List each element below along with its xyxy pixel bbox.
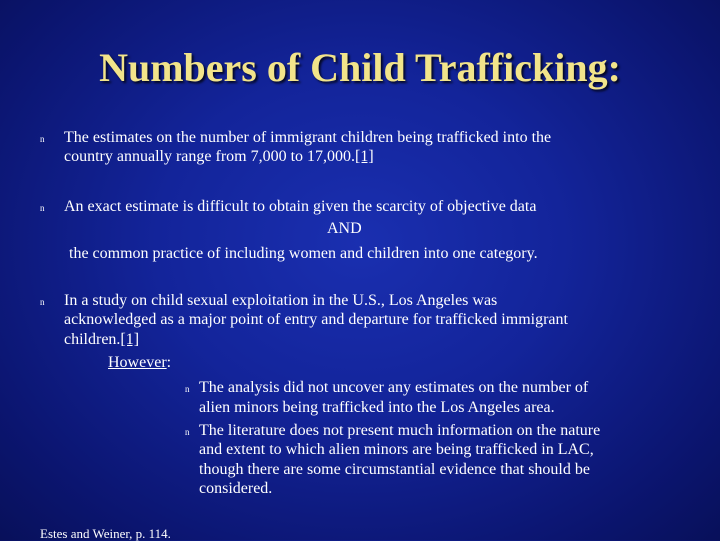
bullet-1-line-2 (64, 148, 374, 166)
however-label (108, 354, 171, 372)
sub-bullet-marker: n (185, 427, 190, 437)
bullet-3-line-1: In a study on child sexual exploitation in the U.S., Los Angeles was (64, 292, 498, 309)
bullet-1-line-1: The estimates on the number of immigrant children being trafficked into the (64, 129, 552, 146)
bullet-3-line-2: acknowledged as a major point of entry and departure for trafficked immigrant (64, 311, 568, 328)
bullet-1-text: country annually range from 7,000 to 17,000. (64, 148, 356, 165)
sub-bullet-2-line-2: and extent to which alien minors are being trafficked in LAC, (199, 441, 594, 458)
bullet-2-line-1: An exact estimate is difficult to obtain given the scarcity of objective data (64, 198, 537, 215)
sub-bullet-2-line-4: considered. (199, 480, 273, 497)
sub-bullet-2-line-1: The literature does not present much information on the nature (199, 422, 601, 439)
sub-bullet-1-line-2: alien minors being trafficked into the Los Angeles area. (199, 399, 555, 416)
bullet-marker: n (40, 297, 45, 307)
however-text: However (108, 354, 167, 371)
reference-link[interactable]: [1] (355, 148, 374, 165)
bullet-2-line-2: AND (327, 220, 362, 237)
footer-citation: Estes and Weiner, p. 114. (40, 526, 171, 541)
slide-title: Numbers of Child Trafficking: (99, 45, 621, 90)
sub-bullet-2-line-3: though there are some circumstantial evidence that should be (199, 461, 590, 478)
sub-bullet-marker: n (185, 384, 190, 394)
bullet-2-line-3: the common practice of including women and children into one category. (69, 245, 538, 262)
bullet-3-line-3 (64, 331, 139, 349)
reference-link[interactable]: [1] (120, 331, 140, 348)
sub-bullet-1-line-1: The analysis did not uncover any estimates on the number of (199, 379, 589, 396)
bullet-3-text: children. (64, 331, 121, 348)
bullet-marker: n (40, 203, 45, 213)
however-colon: : (166, 354, 172, 371)
bullet-marker: n (40, 134, 45, 144)
